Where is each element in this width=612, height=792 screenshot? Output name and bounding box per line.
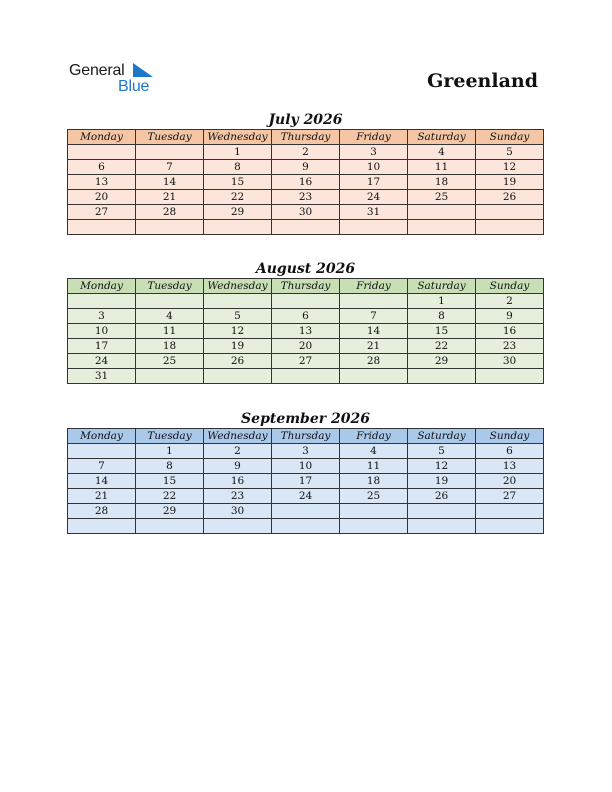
day-cell <box>476 220 544 235</box>
day-cell <box>136 519 204 534</box>
week-row <box>68 444 544 459</box>
weekday-header: Monday <box>68 279 136 294</box>
weekday-header: Saturday <box>408 429 476 444</box>
weekday-header: Wednesday <box>204 130 272 145</box>
day-cell: 11 <box>340 459 408 474</box>
day-cell: 18 <box>136 339 204 354</box>
day-cell: 4 <box>136 309 204 324</box>
day-cell <box>68 519 136 534</box>
weekday-header: Thursday <box>272 279 340 294</box>
day-cell: 29 <box>204 205 272 220</box>
day-cell: 11 <box>408 160 476 175</box>
weekday-header: Sunday <box>476 429 544 444</box>
day-cell <box>272 294 340 309</box>
calendar-grid <box>67 278 544 384</box>
day-cell <box>340 369 408 384</box>
week-row <box>68 519 544 534</box>
weekday-header: Friday <box>340 429 408 444</box>
week-row <box>68 474 544 489</box>
day-cell <box>340 519 408 534</box>
day-cell: 30 <box>204 504 272 519</box>
day-cell: 14 <box>136 175 204 190</box>
day-cell <box>204 220 272 235</box>
country-name: Greenland <box>427 70 538 92</box>
week-row <box>68 459 544 474</box>
day-cell <box>476 504 544 519</box>
day-cell: 30 <box>272 205 340 220</box>
day-cell: 9 <box>476 309 544 324</box>
day-cell: 1 <box>204 145 272 160</box>
week-row <box>68 354 544 369</box>
day-cell <box>136 220 204 235</box>
day-cell: 4 <box>340 444 408 459</box>
week-row <box>68 489 544 504</box>
day-cell: 14 <box>340 324 408 339</box>
day-cell: 22 <box>204 190 272 205</box>
day-cell: 14 <box>68 474 136 489</box>
day-cell: 15 <box>136 474 204 489</box>
day-cell: 21 <box>136 190 204 205</box>
day-cell <box>136 145 204 160</box>
day-cell: 3 <box>272 444 340 459</box>
day-cell: 16 <box>476 324 544 339</box>
day-cell: 25 <box>136 354 204 369</box>
day-cell: 30 <box>476 354 544 369</box>
day-cell: 8 <box>408 309 476 324</box>
day-cell: 21 <box>340 339 408 354</box>
weekday-header: Saturday <box>408 279 476 294</box>
weekday-header: Saturday <box>408 130 476 145</box>
day-cell: 31 <box>340 205 408 220</box>
month-september <box>67 410 544 534</box>
day-cell: 23 <box>204 489 272 504</box>
day-cell: 1 <box>136 444 204 459</box>
week-row <box>68 145 544 160</box>
day-cell: 16 <box>272 175 340 190</box>
day-cell <box>272 369 340 384</box>
day-cell: 13 <box>68 175 136 190</box>
day-cell: 25 <box>408 190 476 205</box>
day-cell <box>408 369 476 384</box>
day-cell: 6 <box>476 444 544 459</box>
week-row <box>68 324 544 339</box>
day-cell: 26 <box>476 190 544 205</box>
day-cell: 28 <box>340 354 408 369</box>
day-cell: 19 <box>476 175 544 190</box>
generalblue-logo <box>69 60 169 96</box>
day-cell: 2 <box>476 294 544 309</box>
day-cell: 26 <box>408 489 476 504</box>
day-cell: 19 <box>204 339 272 354</box>
week-row <box>68 205 544 220</box>
weekday-header: Friday <box>340 130 408 145</box>
day-cell: 3 <box>340 145 408 160</box>
day-cell <box>272 504 340 519</box>
weekday-header: Tuesday <box>136 429 204 444</box>
day-cell: 8 <box>204 160 272 175</box>
day-cell: 6 <box>68 160 136 175</box>
calendar-grid <box>67 428 544 534</box>
day-cell <box>340 294 408 309</box>
week-row <box>68 294 544 309</box>
day-cell: 22 <box>408 339 476 354</box>
day-cell: 26 <box>204 354 272 369</box>
week-row <box>68 220 544 235</box>
day-cell: 12 <box>408 459 476 474</box>
day-cell <box>204 519 272 534</box>
weekday-header: Monday <box>68 130 136 145</box>
day-cell: 12 <box>476 160 544 175</box>
day-cell: 16 <box>204 474 272 489</box>
day-cell: 25 <box>340 489 408 504</box>
day-cell: 1 <box>408 294 476 309</box>
week-row <box>68 160 544 175</box>
day-cell: 6 <box>272 309 340 324</box>
weekday-header-row <box>68 130 544 145</box>
day-cell: 9 <box>204 459 272 474</box>
day-cell: 20 <box>272 339 340 354</box>
day-cell: 29 <box>408 354 476 369</box>
day-cell <box>340 220 408 235</box>
day-cell: 29 <box>136 504 204 519</box>
weekday-header: Thursday <box>272 130 340 145</box>
weekday-header: Friday <box>340 279 408 294</box>
logo-text-blue: Blue <box>118 78 150 95</box>
day-cell: 7 <box>136 160 204 175</box>
month-title: September 2026 <box>241 411 370 427</box>
day-cell: 10 <box>272 459 340 474</box>
day-cell: 24 <box>340 190 408 205</box>
month-title: July 2026 <box>268 112 343 128</box>
day-cell: 23 <box>272 190 340 205</box>
day-cell <box>272 519 340 534</box>
day-cell: 5 <box>204 309 272 324</box>
day-cell <box>408 205 476 220</box>
week-row <box>68 504 544 519</box>
weekday-header: Tuesday <box>136 130 204 145</box>
day-cell: 3 <box>68 309 136 324</box>
day-cell: 18 <box>408 175 476 190</box>
day-cell: 2 <box>204 444 272 459</box>
day-cell <box>68 294 136 309</box>
day-cell: 22 <box>136 489 204 504</box>
day-cell: 21 <box>68 489 136 504</box>
day-cell: 13 <box>272 324 340 339</box>
day-cell <box>136 294 204 309</box>
month-august <box>67 260 544 384</box>
day-cell: 10 <box>340 160 408 175</box>
day-cell <box>68 145 136 160</box>
day-cell: 10 <box>68 324 136 339</box>
day-cell: 5 <box>476 145 544 160</box>
day-cell: 27 <box>272 354 340 369</box>
day-cell <box>476 369 544 384</box>
day-cell <box>272 220 340 235</box>
day-cell: 31 <box>68 369 136 384</box>
day-cell <box>340 504 408 519</box>
day-cell <box>476 519 544 534</box>
day-cell <box>136 369 204 384</box>
month-title: August 2026 <box>255 261 356 277</box>
day-cell: 24 <box>272 489 340 504</box>
day-cell: 13 <box>476 459 544 474</box>
weekday-header: Sunday <box>476 130 544 145</box>
calendar-grid <box>67 129 544 235</box>
week-row <box>68 369 544 384</box>
weekday-header: Sunday <box>476 279 544 294</box>
day-cell: 18 <box>340 474 408 489</box>
day-cell <box>408 220 476 235</box>
day-cell: 27 <box>68 205 136 220</box>
week-row <box>68 339 544 354</box>
day-cell: 7 <box>340 309 408 324</box>
day-cell: 17 <box>272 474 340 489</box>
week-row <box>68 309 544 324</box>
day-cell: 20 <box>476 474 544 489</box>
weekday-header: Tuesday <box>136 279 204 294</box>
day-cell: 19 <box>408 474 476 489</box>
day-cell: 11 <box>136 324 204 339</box>
day-cell <box>408 519 476 534</box>
day-cell: 12 <box>204 324 272 339</box>
day-cell: 28 <box>136 205 204 220</box>
day-cell: 28 <box>68 504 136 519</box>
logo-text-general: General <box>69 62 125 79</box>
day-cell: 17 <box>68 339 136 354</box>
day-cell: 8 <box>136 459 204 474</box>
day-cell <box>204 294 272 309</box>
day-cell: 5 <box>408 444 476 459</box>
weekday-header: Wednesday <box>204 279 272 294</box>
day-cell: 15 <box>408 324 476 339</box>
day-cell <box>204 369 272 384</box>
day-cell: 9 <box>272 160 340 175</box>
week-row <box>68 175 544 190</box>
weekday-header-row <box>68 279 544 294</box>
day-cell <box>476 205 544 220</box>
week-row <box>68 190 544 205</box>
month-july <box>67 111 544 235</box>
day-cell: 2 <box>272 145 340 160</box>
day-cell: 20 <box>68 190 136 205</box>
day-cell: 24 <box>68 354 136 369</box>
day-cell <box>68 220 136 235</box>
weekday-header-row <box>68 429 544 444</box>
day-cell: 27 <box>476 489 544 504</box>
day-cell: 4 <box>408 145 476 160</box>
weekday-header: Thursday <box>272 429 340 444</box>
day-cell <box>408 504 476 519</box>
logo-triangle-icon <box>133 63 153 77</box>
day-cell: 15 <box>204 175 272 190</box>
day-cell: 23 <box>476 339 544 354</box>
weekday-header: Wednesday <box>204 429 272 444</box>
weekday-header: Monday <box>68 429 136 444</box>
day-cell: 7 <box>68 459 136 474</box>
day-cell <box>68 444 136 459</box>
day-cell: 17 <box>340 175 408 190</box>
